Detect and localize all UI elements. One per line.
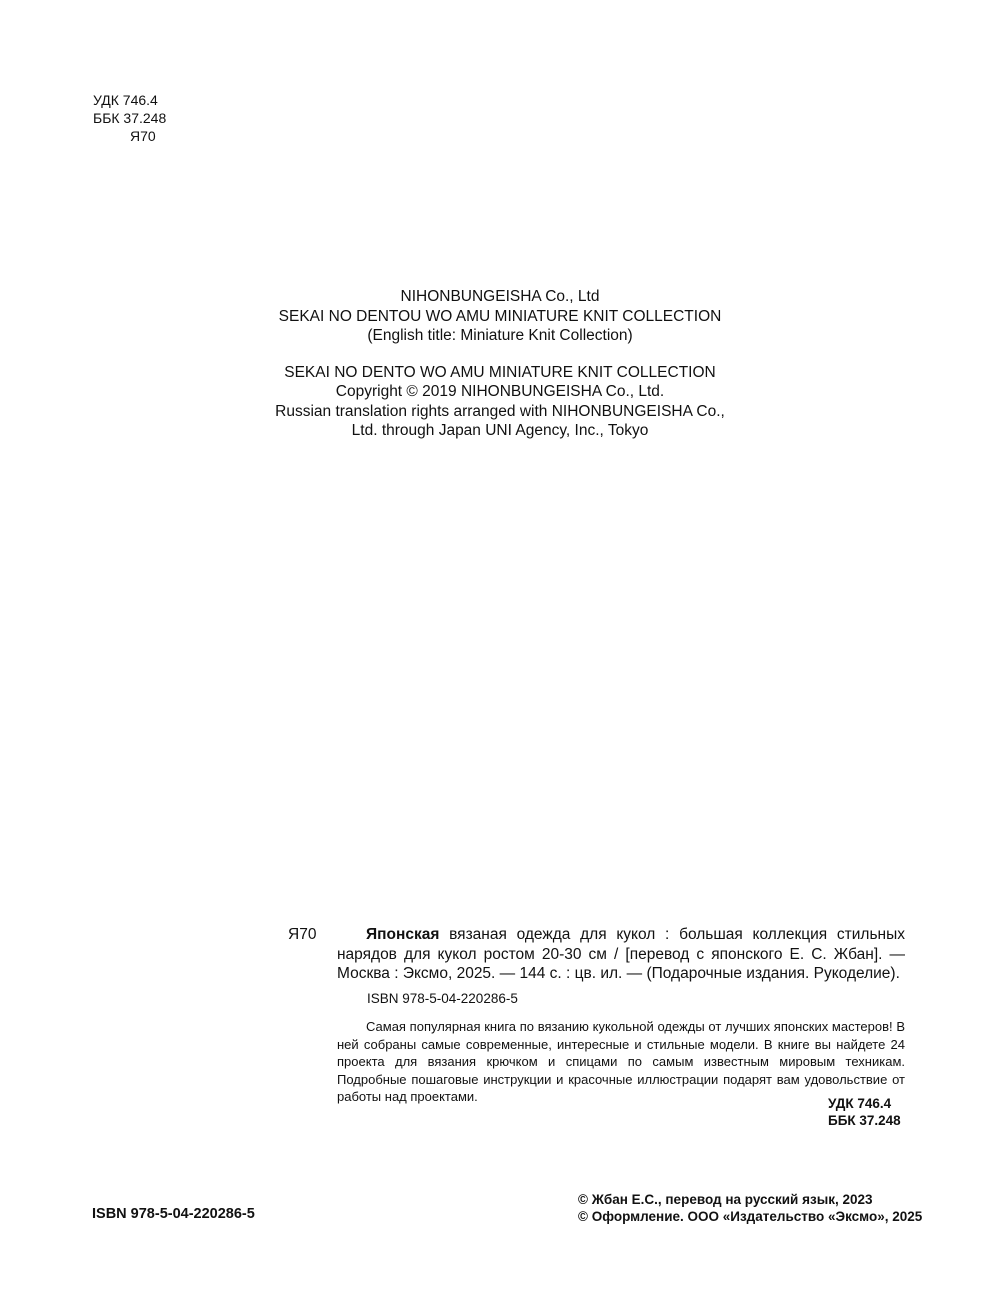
translation-credit: © Жбан Е.С., перевод на русский язык, 2023 — [578, 1192, 873, 1207]
original-title-alt: SEKAI NO DENTO WO AMU MINIATURE KNIT COLLECTION — [284, 363, 716, 381]
copyright-line: Copyright © 2019 NIHONBUNGEISHA Co., Ltd. — [335, 383, 665, 400]
english-title: (English title: Miniature Knit Collection) — [367, 327, 633, 344]
catalog-author-mark: Я70 — [288, 926, 317, 943]
catalog-annotation: Самая популярная книга по вязанию кукольной одежды от лучших японских мастеров! В ней собраны самые современные, интересные и стильные модели. В книге вы найдете 24 проекта для вязания крючком и спицами по самым известным мировым техникам. Подробные пошаговые инструкции и красочные иллюстрации подарят вам удовольствие от работы над проектами. — [337, 1019, 905, 1104]
footer-credits — [578, 1191, 922, 1225]
publisher-name: NIHONBUNGEISHA Co., Ltd — [400, 288, 600, 305]
spacer — [200, 346, 800, 363]
copyright-notice — [200, 287, 800, 441]
catalog-bbk: ББК 37.248 — [828, 1113, 901, 1128]
catalog-description-text: вязаная одежда для кукол : большая коллекция стильных нарядов для кукол ростом 20-30 см / [перевод с японского Е. С. Жбан]. — Москва : Эксмо, 2025. — 144 с. : цв. ил. — (Подарочные издания. Рукоделие). — [337, 926, 905, 982]
catalog-isbn: ISBN 978-5-04-220286-5 — [367, 991, 518, 1006]
udk-code: УДК 746.4 — [93, 92, 158, 108]
bbk-code: ББК 37.248 — [93, 110, 167, 126]
original-title: SEKAI NO DENTOU WO AMU MINIATURE KNIT COLLECTION — [278, 307, 722, 325]
catalog-udk: УДК 746.4 — [828, 1096, 892, 1111]
design-credit: © Оформление. ООО «Издательство «Эксмо», 2025 — [578, 1209, 923, 1224]
catalog-classification — [828, 1095, 901, 1129]
rights-line-2: Ltd. through Japan UNI Agency, Inc., Tokyo — [351, 422, 649, 439]
footer-isbn: ISBN 978-5-04-220286-5 — [92, 1206, 255, 1222]
catalog-description — [337, 925, 905, 984]
author-mark: Я70 — [130, 128, 156, 144]
rights-line-1: Russian translation rights arranged with NIHONBUNGEISHA Co., — [275, 402, 725, 420]
catalog-title-bold: Японская — [366, 926, 440, 943]
classification-header — [93, 91, 166, 145]
